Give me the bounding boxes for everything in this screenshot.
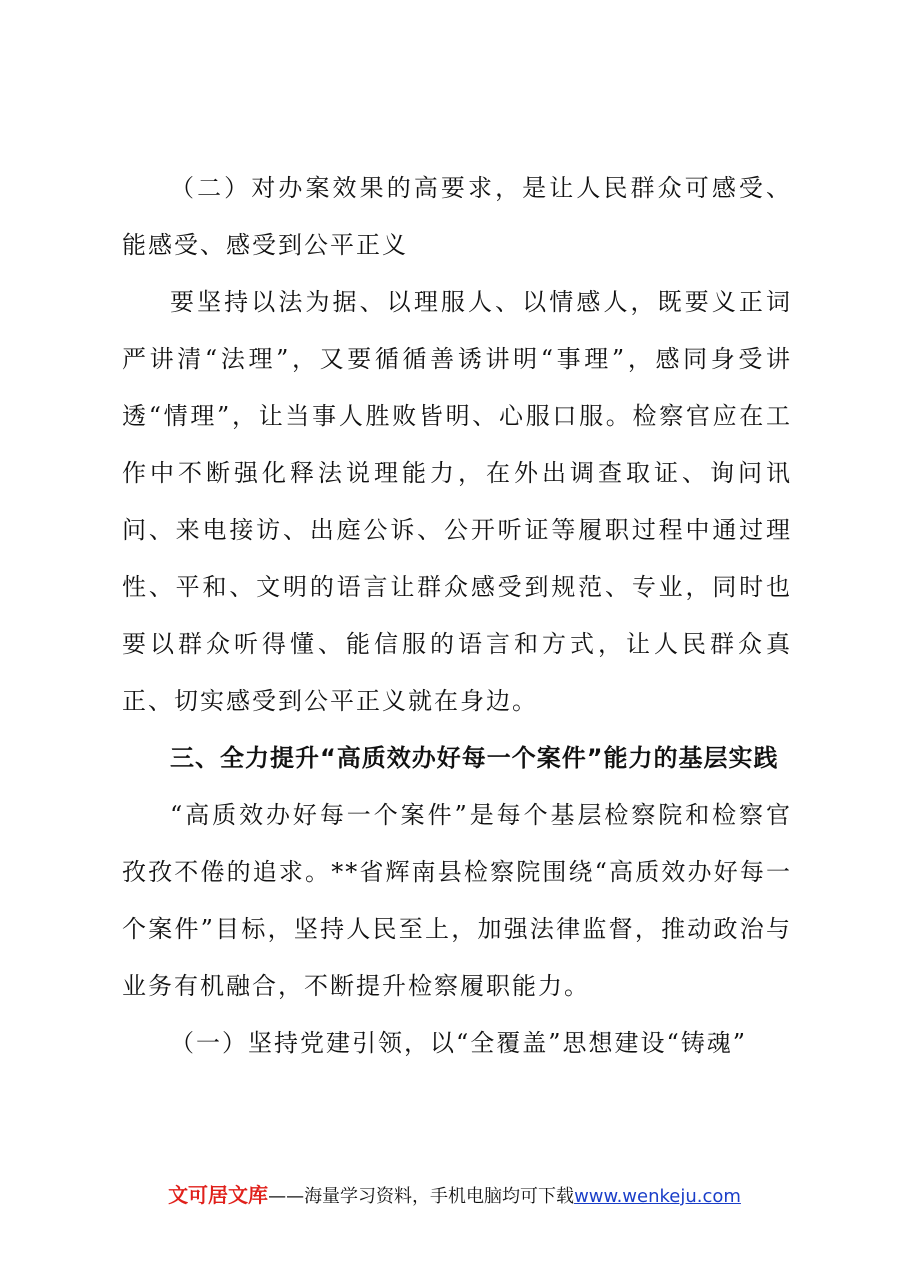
footer-tagline: ——海量学习资料，手机电脑均可下载 bbox=[268, 1186, 575, 1207]
website-link[interactable]: www.wenkeju.com bbox=[574, 1186, 741, 1207]
brand-name: 文可居文库 bbox=[168, 1183, 269, 1207]
body-paragraph: “高质效办好每一个案件”是每个基层检察院和检察官孜孜不倦的追求。**省辉南县检察院围绕“高质效办好每一个案件”目标，坚持人民至上，加强法律监督，推动政治与业务有机融合，不断提升检察履职能力。 bbox=[122, 801, 792, 1000]
document-body bbox=[122, 160, 792, 1072]
footer-banner bbox=[0, 1180, 909, 1212]
chapter-heading-3: 三、全力提升“高质效办好每一个案件”能力的基层实践 bbox=[170, 744, 779, 772]
body-paragraph: 要坚持以法为据、以理服人、以情感人，既要义正词严讲清“法理”，又要循循善诱讲明“事理”，感同身受讲透“情理”，让当事人胜败皆明、心服口服。检察官应在工作中不断强化释法说理能力，在外出调查取证、询问讯问、来电接访、出庭公诉、公开听证等履职过程中通过理性、平和、文明的语言让群众感受到规范、专业，同时也要以群众听得懂、能信服的语言和方式，让人民群众真正、切实感受到公平正义就在身边。 bbox=[122, 288, 792, 715]
section-heading-1: （一）坚持党建引领，以“全覆盖”思想建设“铸魂” bbox=[170, 1029, 748, 1057]
section-heading-2: （二）对办案效果的高要求，是让人民群众可感受、能感受、感受到公平正义 bbox=[122, 174, 792, 259]
